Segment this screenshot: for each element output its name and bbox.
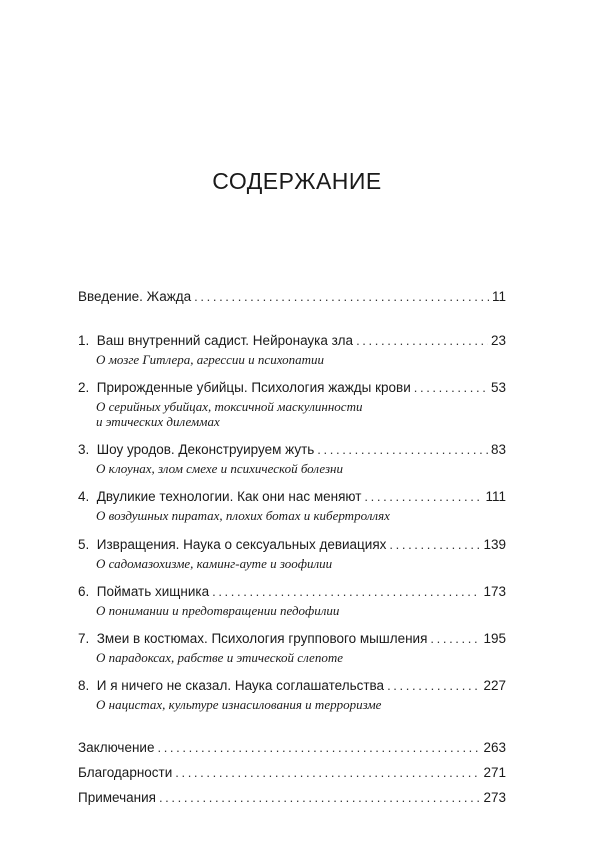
toc-entry-intro[interactable] [78,289,506,304]
dot-leader [387,678,480,693]
toc-chapter-subtitle: О нацистах, культуре изнасилования и терроризме [96,697,382,712]
page-title: СОДЕРЖАНИЕ [212,168,382,194]
toc-entry-notes[interactable] [78,790,506,805]
toc-entry-chapter-1[interactable] [78,333,506,348]
toc-page-number: 173 [483,584,506,599]
dot-leader [212,584,480,599]
toc-entry-acknowledgements[interactable] [78,765,506,780]
dot-leader [389,537,480,552]
toc-entry-label: 5. Извращения. Наука о сексуальных девиациях [78,537,387,552]
toc-page-number: 227 [483,678,506,693]
toc-page-number: 83 [490,442,506,457]
toc-entry-label: 2. Прирожденные убийцы. Психология жажды крови [78,380,411,395]
dot-leader [159,790,481,805]
toc-page-number: 139 [483,537,506,552]
dot-leader [430,631,480,646]
toc-entry-label: 4. Двуликие технологии. Как они нас меняют [78,489,362,504]
toc-entry-chapter-6[interactable] [78,584,506,599]
toc-entry-chapter-5[interactable] [78,537,506,552]
toc-page-number: 111 [485,489,506,504]
toc-entry-label: 7. Змеи в костюмах. Психология группового мышления [78,631,428,646]
toc-entry-label: 1. Ваш внутренний садист. Нейронаука зла [78,333,354,348]
toc-page-number: 263 [483,740,506,755]
toc-page-number: 11 [491,289,506,304]
toc-chapter-subtitle: и этических дилеммах [96,414,220,429]
toc-page-number: 195 [483,631,506,646]
toc-page-number: 23 [490,333,506,348]
dot-leader [194,289,489,304]
toc-entry-label: 6. Поймать хищника [78,584,210,599]
toc-entry-chapter-4[interactable] [78,489,506,504]
dot-leader [175,765,480,780]
toc-entry-chapter-8[interactable] [78,678,506,693]
dot-leader [317,442,488,457]
toc-entry-chapter-3[interactable] [78,442,506,457]
toc-entry-label: Благодарности [78,765,173,780]
toc-page-number: 273 [483,790,506,805]
dot-leader [414,380,488,395]
toc-page-number: 53 [490,380,506,395]
toc-page-number: 271 [483,765,506,780]
dot-leader [356,333,488,348]
toc-chapter-subtitle: О мозге Гитлера, агрессии и психопатии [96,352,325,367]
dot-leader [364,489,482,504]
toc-entry-conclusion[interactable] [78,740,506,755]
toc-chapter-subtitle: О парадоксах, рабстве и этической слепоте [96,650,343,665]
toc-chapter-subtitle: О понимании и предотвращении педофилии [96,603,340,618]
toc-entry-chapter-2[interactable] [78,380,506,395]
toc-entry-label: 8. И я ничего не сказал. Наука соглашательства [78,678,385,693]
toc-chapter-subtitle: О садомазохизме, каминг-ауте и зоофилии [96,556,333,571]
toc-entry-label: Примечания [78,790,156,805]
toc-entry-label: 3. Шоу уродов. Деконструируем жуть [78,442,315,457]
toc-entry-label: Заключение [78,740,155,755]
toc-entry-chapter-7[interactable] [78,631,506,646]
toc-entry-label: Введение. Жажда [78,289,192,304]
toc-chapter-subtitle: О клоунах, злом смехе и психической болезни [96,461,343,476]
dot-leader [157,740,480,755]
toc-chapter-subtitle: О воздушных пиратах, плохих ботах и кибертроллях [96,508,390,523]
toc-chapter-subtitle: О серийных убийцах, токсичной маскулинности [96,399,363,414]
